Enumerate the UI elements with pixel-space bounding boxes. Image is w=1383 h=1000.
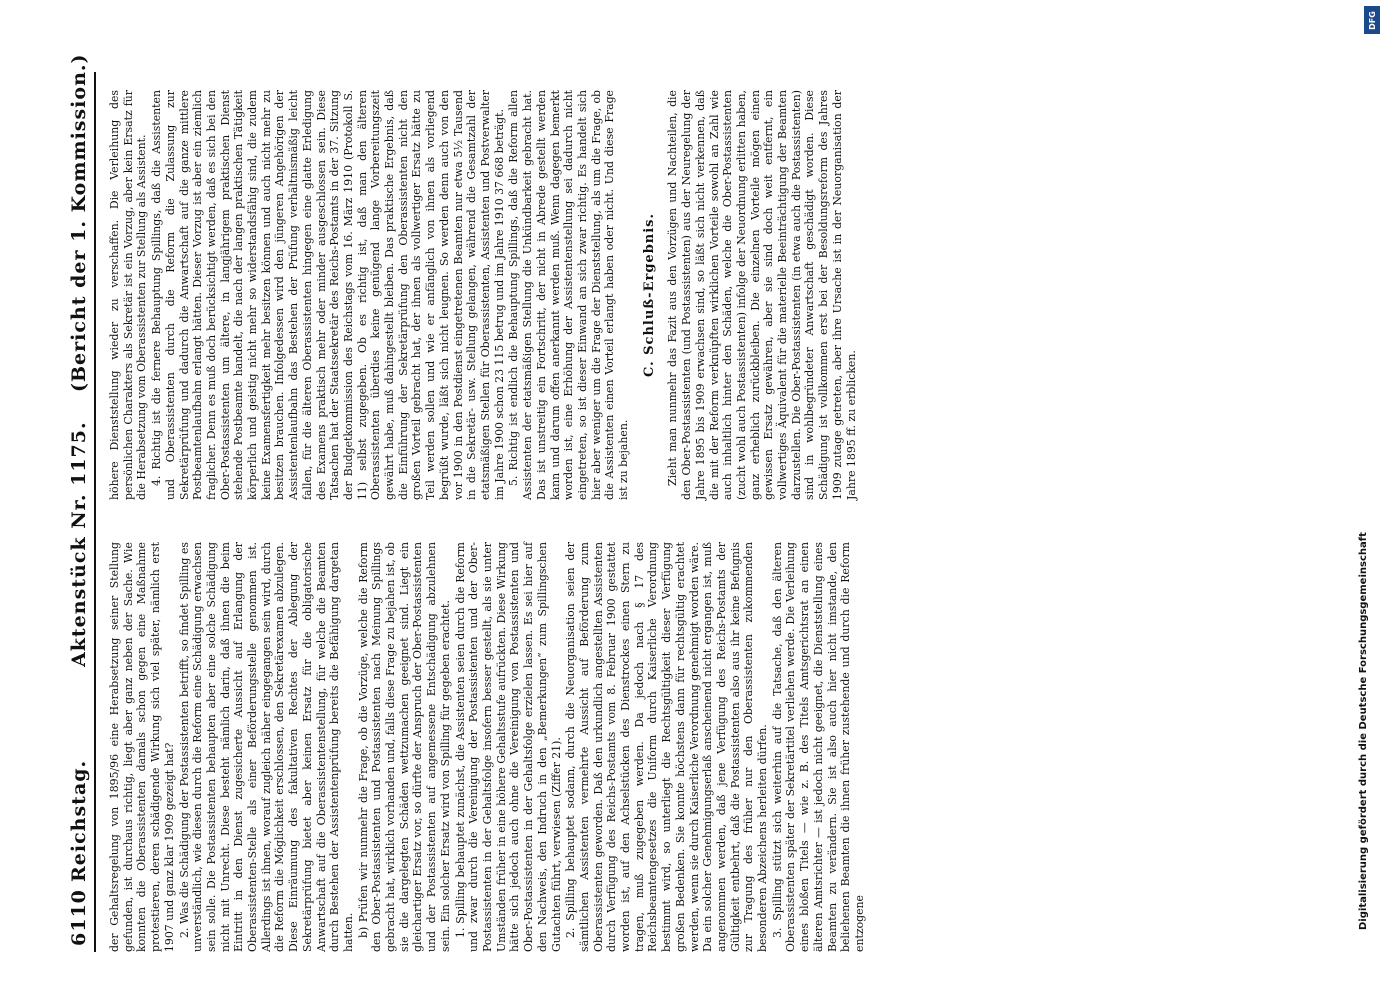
paragraph: 2. Spilling behauptet sodann, durch die Neuorganisation seien der sämtlichen Assistenten vermehrte Aussicht auf Beförderung zum Oberassistenten geworden. Daß den urkundlich angestellten Assistenten durch Verfügung des Reichs-Postamts vom 8. Februar 1900 gestattet worden ist, auf den Achselstücken des Dienstrockes einen Stern zu tragen, muß zugegeben werden. Da jedoch nach § 17 des Reichsbeamtengesetzes die Uniform durch Kaiserliche Verordnung bestimmt wird, so unterliegt die Rechtsgültigkeit dieser Verfügung großen Bedenken. Sie konnte höchstens dann für rechtsgültig erachtet werden, wenn sie durch Kaiserliche Verordnung genehmigt worden wäre. Da ein solcher Genehmigungserlaß anscheinend nicht ergangen ist, muß angenommen werden, daß jene Verfügung des Reichs-Postamts der Gültigkeit entbehrt, daß die Postassistenten also aus ihr keine Befugnis zur Tragung des früher nur den Oberassistenten zukommenden besonderen Abzeichens herleiten dürfen.	[564, 542, 770, 952]
header-bericht: (Bericht der 1. Kommission.)	[68, 53, 90, 392]
paragraph: b) Prüfen wir nunmehr die Frage, ob die Vorzüge, welche die Reform den Ober-Postassistenten und Postassistenten nach Meinung Spillings gebracht hat, wirklich vorhanden und, falls diese Frage zu bejahen ist, ob sie die dargelegten Schäden wettzumachen geeignet sind. Liegt ein gleichartiger Ersatz vor, so dürfte der Anspruch der Ober-Postassistenten und der Postassistenten auf angemessene Entschädigung abzulehnen sein. Ein solcher Ersatz wird von Spilling für gegeben erachtet.	[356, 542, 452, 952]
paragraph: 4. Richtig ist die fernere Behauptung Spillings, daß die Assistenten und Oberassistenten durch die Reform die Zulassung zur Sekretärprüfung und dadurch die Anwartschaft auf die ganze mittlere Postbeamtenlaufbahn erlangt hätten. Dieser Vorzug ist aber ein ziemlich fraglicher. Denn es muß doch berücksichtigt werden, daß es sich bei den Ober-Postassistenten um ältere, in langjährigem praktischen Dienst stehende Postbeamte handelt, die nach der langen praktischen Tätigkeit körperlich und geistig nicht mehr so widerstandsfähig sind, die zudem keine Examensfertigkeit mehr besitzen können und auch nicht mehr zu besitzen brauchen. Infolgedessen wird den jüngeren Angehörigen der Assistentenlaufbahn das Bestehen der Prüfung verhältnismäßig leicht fallen, für die älteren Oberassistenten hingegen eine glatte Erledigung des Examens praktisch mehr oder minder ausgeschlossen sein. Diese Tatsachen hat der Staatssekretär des Reichs-Postamts in der 37. Sitzung der Budgetkommission des Reichstags vom 16. März 1910 (Protokoll S. 11) selbst zugegeben. Ob es richtig ist, daß man den älteren Oberassistenten überdies keine genügend lange Vorbereitungszeit gewährt habe, muß dahingestellt bleiben. Das praktische Ergebnis, daß die Einführung der Sekretärprüfung den Oberassistenten nicht den großen Vorteil gebracht hat, der ihnen als vollwertiger Ersatz hätte zu Teil werden sollen und wie er anfänglich von ihnen als vorliegend begrüßt wurde, läßt sich nicht leugnen. So werden denn auch von den vor 1900 in den Postdienst eingetretenen Beamten nur etwa 5½ Tausend in die Sekretär- usw. Stellung gelangen, während die Gesamtzahl der etatsmäßigen Stellen für Oberassistenten, Assistenten und Postverwalter im Jahre 1900 schon 23 115 betrug und im Jahre 1910 37 668 beträgt.	[150, 90, 506, 500]
paragraph: der Gehaltsregelung von 1895/96 eine Herabsetzung seiner Stellung gefunden, ist durchaus richtig, liegt aber ganz neben der Sache. Wie konnten die Oberassistenten damals schon gegen eine Maßnahme protestieren, deren schädigende Wirkung sich viel später, nämlich erst 1907 und ganz klar 1909 gezeigt hat?	[108, 542, 176, 952]
header-aktenstueck: Aktenstück Nr. 1175.	[68, 421, 90, 667]
paragraph: höhere Dienststellung wieder zu verschaffen. Die Verleihung des persönlichen Charakters als Sekretär ist ein Vorzug, aber kein Ersatz für die Herabsetzung vom Oberassistenten zur Stellung als Assistent.	[108, 90, 149, 500]
paragraph: 5. Richtig ist endlich die Behauptung Spillings, daß die Reform allen Assistenten der etatsmäßigen Stellung die Unkündbarkeit gebracht hat. Das ist unstreitig ein Fortschritt, der nicht in Abrede gestellt werden kann und darum offen anerkannt werden muß. Wenn dagegen bemerkt worden ist, eine Erhöhung der Assistentenstellung sei dadurch nicht eingetreten, so ist dieser Einwand an sich zwar richtig. Es handelt sich hier aber weniger um die Frage der Dienststellung, als um die Frage, ob die Assistenten einen Vorteil erlangt haben oder nicht. Und diese Frage ist zu bejahen.	[507, 90, 631, 500]
rotated-page-content	[68, 53, 1348, 952]
right-column	[108, 90, 1248, 500]
section-title: C. Schluß-Ergebnis.	[641, 212, 657, 378]
header-reichstag: Reichstag.	[68, 759, 90, 882]
left-column	[108, 542, 1248, 952]
dfg-logo-text: DFG	[1367, 10, 1377, 30]
paragraph: 2. Was die Schädigung der Postassistenten betrifft, so findet Spilling es unverständlich, wie diesen durch die Reform eine Schädigung erwachsen sein solle. Die Postassistenten behaupten aber eine solche Schädigung nicht mit Unrecht. Diese besteht nämlich darin, daß ihnen die beim Eintritt in den Dienst zugesicherte Aussicht auf Erlangung der Oberassistenten-Stelle als einer Beförderungsstelle genommen ist. Allerdings ist ihnen, worauf zugleich näher eingegangen sein wird, durch die Reform die Möglichkeit erschlossen, den Sekretärexamen abzulegen. Diese Einräumung des fakultativen Rechtes der Ablegung der Sekretärprüfung bietet aber keinen Ersatz für die obligatorische Anwartschaft auf die Oberassistentenstellung, für welche die Beamten durch Bestehen der Assistentenprüfung bereits die Befähigung dargetan hatten.	[177, 542, 355, 952]
digitization-credit: Digitalisierung gefördert durch die Deutsche Forschungsgemeinschaft	[1358, 532, 1369, 930]
page-header	[68, 53, 96, 952]
paragraph: 3. Spilling stützt sich weiterhin auf die Tatsache, daß den älteren Oberassistenten später der Sekretärtitel verliehen werde. Die Verleihung eines bloßen Titels — wie z. B. des Titels Amtsgerichtsrat an einen älteren Amtsrichter — ist jedoch nicht geeignet, die Dienststellung eines Beamten zu verändern. Sie ist also auch hier nicht imstande, den beliehenen Beamten die ihnen früher zustehende und durch die Reform entzogene	[770, 542, 866, 952]
paragraph: 1. Spilling behauptet zunächst, die Assistenten seien durch die Reform und zwar durch die Vereinigung der Postassistenten und der Ober-Postassistenten in der Gehaltsfolge insofern besser gestellt, als sie unter Umständen früher in eine höhere Gehaltsstufe aufrückten. Diese Wirkung hätte sich jedoch auch ohne die Vereinigung von Postassistenten und Ober-Postassistenten in der Gehaltsfolge erzielen lassen. Es sei hier auf den Nachweis, den Indruch in den „Bemerkungen“ zum Spillingschen Gutachten führt, verwiesen (Ziffer 21).	[453, 542, 563, 952]
paragraph: Zieht man nunmehr das Fazit aus den Vorzügen und Nachteilen, die den Ober-Postassistenten (und Postassistenten) aus der Neuregelung der Jahre 1895 bis 1909 erwachsen sind, so läßt sich nicht verkennen, daß die mit der Reform verknüpften wirklichen Vorteile sowohl an Zahl wie auch inhaltlich hinter den Schäden, welche die Ober-Postassistenten (zucht wohl auch Postassistenten) infolge der Neuordnung erlitten haben, ganz erheblich zurückbleiben. Die einzelnen Vorteile mögen einen gewissen Ersatz gewähren, aber sie sind doch weit entfernt, ein vollwertiges Äquivalent für die materielle Beeinträchtigung der Beamten darzustellen. Die Ober-Postassistenten (in etwa auch die Postassistenten) sind in wohlbegründeter Anwartschaft geschädigt worden. Diese Schädigung ist vollkommen erst bei der Besoldungsreform des Jahres 1909 zutage getreten, aber ihre Ursache ist in der Neuorganisation der Jahre 1895 ff. zu erblicken.	[666, 90, 858, 500]
page-number: 6110	[68, 889, 90, 946]
